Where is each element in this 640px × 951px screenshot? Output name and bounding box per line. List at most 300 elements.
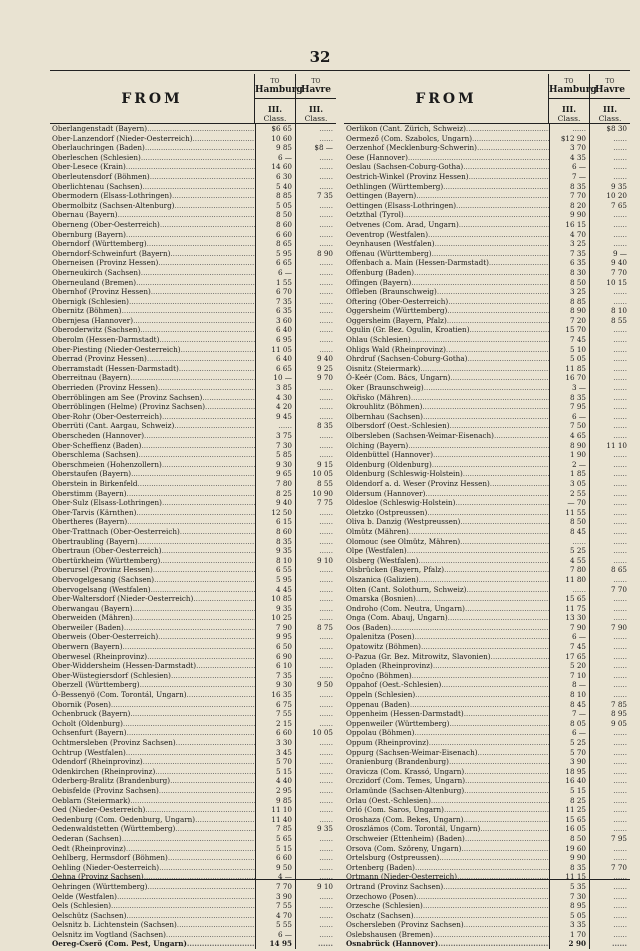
hamburg-fare: 10 — <box>256 373 296 383</box>
table-row <box>50 671 336 681</box>
table-row <box>344 460 630 470</box>
station-name: Oppolau (Böhmen) ..... <box>344 728 550 738</box>
station-name: Oerzenhof (Mecklenburg-Schwerin) ..... <box>344 143 550 153</box>
hamburg-fare: 8 50 <box>550 278 590 288</box>
table-row <box>344 690 630 700</box>
station-name: Obernhof (Provinz Hessen) ..... <box>50 287 256 297</box>
table-row <box>344 124 630 134</box>
havre-fare <box>590 517 630 527</box>
station-name: Oelschütz (Sachsen) ..... <box>50 911 256 921</box>
havre-fare <box>590 680 630 690</box>
hamburg-fare: 12 50 <box>256 508 296 518</box>
station-name: Oldesloe (Schleswig-Holstein) ..... <box>344 498 550 508</box>
hamburg-fare: 11 40 <box>256 815 296 825</box>
hamburg-fare: — 70 <box>550 498 590 508</box>
hamburg-fare: 6 15 <box>256 517 296 527</box>
hamburg-fare: 9 85 <box>256 143 296 153</box>
table-row <box>50 824 336 834</box>
havre-fare <box>590 153 630 163</box>
havre-fare <box>590 508 630 518</box>
havre-fare <box>590 335 630 345</box>
hamburg-fare: 9 45 <box>256 412 296 422</box>
station-name: Obornik (Posen) ..... <box>50 700 256 710</box>
hamburg-fare: 4 30 <box>256 393 296 403</box>
havre-fare <box>296 124 336 134</box>
havre-fare: 7 90 <box>610 622 627 632</box>
station-name: Obertheres (Bayern) ..... <box>50 517 256 527</box>
table-row <box>344 613 630 623</box>
station-name: Oederan (Sachsen) ..... <box>50 834 256 844</box>
hamburg-fare: 1 55 <box>256 278 296 288</box>
havre-fare <box>296 335 336 345</box>
havre-fare: 7 95 <box>610 833 627 843</box>
table-row <box>344 383 630 393</box>
table-row <box>344 527 630 537</box>
table-row <box>344 805 630 815</box>
table-row <box>50 354 336 364</box>
hamburg-fare: 15 65 <box>550 815 590 825</box>
havre-fare <box>296 594 336 604</box>
havre-fare <box>296 508 336 518</box>
havre-fare <box>590 498 630 508</box>
hamburg-fare: 16 70 <box>550 373 590 383</box>
table-row <box>50 316 336 326</box>
table-row <box>50 613 336 623</box>
station-name: Oletzko (Ostpreussen) ..... <box>344 508 550 518</box>
right-column <box>344 74 630 949</box>
havre-fare <box>296 287 336 297</box>
station-name: Oppeln (Schlesien) ..... <box>344 690 550 700</box>
hamburg-fare: 4 40 <box>256 776 296 786</box>
station-name: Oelde (Westfalen) ..... <box>50 892 256 902</box>
hamburg-fare <box>256 421 296 431</box>
table-row <box>50 172 336 182</box>
table-row <box>344 546 630 556</box>
table-row <box>344 863 630 873</box>
table-row <box>344 757 630 767</box>
table-row <box>50 911 336 921</box>
station-name: Oldenbüttel (Hannover) ..... <box>344 450 550 460</box>
station-name: Oetvenes (Com. Arad, Ungarn) ..... <box>344 220 550 230</box>
hamburg-fare: 15 65 <box>550 594 590 604</box>
havre-fare <box>590 757 630 767</box>
bottom-rule <box>50 879 630 880</box>
havre-fare <box>296 853 336 863</box>
table-row <box>50 124 336 134</box>
table-row <box>50 565 336 575</box>
table-row <box>344 508 630 518</box>
hamburg-fare: 4 55 <box>550 556 590 566</box>
havre-fare <box>590 172 630 182</box>
station-name: Oberstein in Birkenfeld ..... <box>50 479 256 489</box>
station-name: Ogulin (Gr. Bez. Ogulin, Kroatien) ..... <box>344 325 550 335</box>
station-name: Ober-Piesting (Nieder-Oesterreich) ..... <box>50 345 256 355</box>
station-name: Oberstaufen (Bayern) ..... <box>50 469 256 479</box>
havre-fare <box>590 402 630 412</box>
havre-fare <box>590 805 630 815</box>
table-row <box>344 191 630 201</box>
hamburg-fare: 16 35 <box>256 690 296 700</box>
havre-fare <box>590 575 630 585</box>
station-name: Ober-Lesece (Krain) ..... <box>50 162 256 172</box>
station-name: Odendorf (Rheinprovinz) ..... <box>50 757 256 767</box>
station-name: Oberneuland (Bremen) ..... <box>50 278 256 288</box>
table-row <box>50 402 336 412</box>
table-row <box>50 776 336 786</box>
hamburg-fare: 8 90 <box>550 306 590 316</box>
station-name: Orschweier (Ettenheim) (Baden) ..... <box>344 834 550 844</box>
hamburg-fare: 6 35 <box>256 306 296 316</box>
hamburg-fare: 15 70 <box>550 325 590 335</box>
left-rows <box>50 124 336 949</box>
table-row <box>50 805 336 815</box>
havre-fare: 9 05 <box>610 718 627 728</box>
havre-fare <box>590 738 630 748</box>
table-row <box>50 757 336 767</box>
hamburg-fare: 8 45 <box>550 700 590 710</box>
table-row <box>344 642 630 652</box>
station-name: Oese (Hannover) ..... <box>344 153 550 163</box>
hamburg-fare: 6 60 <box>256 853 296 863</box>
havre-fare <box>296 911 336 921</box>
havre-fare <box>296 796 336 806</box>
table-row <box>50 230 336 240</box>
station-name: Osnabrück (Hannover) ..... <box>344 939 550 949</box>
table-row <box>50 939 336 949</box>
table-row <box>50 191 336 201</box>
station-name: Ohlau (Schlesien) ..... <box>344 335 550 345</box>
station-name: Oisnitz (Steiermark) ..... <box>344 364 550 374</box>
table-row <box>50 297 336 307</box>
station-name: Oberweiler (Baden) ..... <box>50 623 256 633</box>
havre-fare <box>296 230 336 240</box>
havre-fare: $8 — <box>314 143 333 153</box>
hamburg-fare: 6 70 <box>256 287 296 297</box>
station-name: Oberneukirch (Sachsen) ..... <box>50 268 256 278</box>
table-row <box>344 786 630 796</box>
table-row <box>344 201 630 211</box>
hamburg-fare: 7 50 <box>550 421 590 431</box>
table-row <box>50 373 336 383</box>
hamburg-fare: 5 55 <box>256 920 296 930</box>
havre-fare <box>590 661 630 671</box>
table-row <box>50 796 336 806</box>
havre-fare <box>590 556 630 566</box>
hamburg-fare: 6 55 <box>256 565 296 575</box>
table-row <box>50 844 336 854</box>
station-name: Oberrüti (Cant. Aargau, Schweiz) ..... <box>50 421 256 431</box>
table-row <box>344 719 630 729</box>
havre-fare: 8 95 <box>610 709 627 719</box>
havre-fare <box>590 393 630 403</box>
havre-fare: 7 70 <box>610 584 627 594</box>
station-name: Obervogelsang (Westfalen) ..... <box>50 585 256 595</box>
hamburg-fare: 6 90 <box>256 652 296 662</box>
table-row <box>50 748 336 758</box>
station-name: Oberndorf (Württemberg) ..... <box>50 239 256 249</box>
havre-fare <box>590 143 630 153</box>
havre-fare <box>296 652 336 662</box>
table-row <box>50 709 336 719</box>
station-name: Oberlauchringen (Baden) ..... <box>50 143 256 153</box>
hamburg-fare: 4 35 <box>550 153 590 163</box>
station-name: Orczidorf (Com. Temes, Ungarn) ..... <box>344 776 550 786</box>
hamburg-fare: 5 05 <box>256 201 296 211</box>
table-row <box>344 623 630 633</box>
station-name: Oehna (Provinz Sachsen) ..... <box>50 872 256 882</box>
havre-fare <box>590 364 630 374</box>
station-name: Orló (Com. Saros, Ungarn) ..... <box>344 805 550 815</box>
hamburg-fare: 7 80 <box>256 479 296 489</box>
table-row <box>344 230 630 240</box>
hamburg-fare: 5 40 <box>256 182 296 192</box>
station-name: Oberleutensdorf (Böhmen) ..... <box>50 172 256 182</box>
havre-fare <box>590 786 630 796</box>
havre-fare <box>296 709 336 719</box>
havre-fare <box>590 748 630 758</box>
hamburg-fare: 4 70 <box>550 230 590 240</box>
station-name: Obernburg (Bayern) ..... <box>50 230 256 240</box>
station-name: Oberröblingen (Helme) (Provinz Sachsen) ..... <box>50 402 256 412</box>
havre-fare <box>296 700 336 710</box>
table-row <box>50 335 336 345</box>
havre-fare <box>296 268 336 278</box>
station-name: O-Pazua (Gr. Bez. Mitrowitz, Slavonien) ..... <box>344 652 550 662</box>
station-name: Oberndorf-Schweinfurt (Bayern) ..... <box>50 249 256 259</box>
table-row <box>50 498 336 508</box>
havre-fare <box>590 882 630 892</box>
hamburg-fare: 9 85 <box>256 796 296 806</box>
table-row <box>344 450 630 460</box>
hamburg-fare: 3 70 <box>550 143 590 153</box>
havre-fare <box>590 604 630 614</box>
table-row <box>344 824 630 834</box>
table-row <box>344 556 630 566</box>
table-row <box>344 239 630 249</box>
station-name: Oeblarn (Steiermark) ..... <box>50 796 256 806</box>
station-name: Oettingen (Bayern) ..... <box>344 191 550 201</box>
hamburg-fare: 8 35 <box>550 863 590 873</box>
table-row <box>344 498 630 508</box>
hamburg-fare: 10 25 <box>256 613 296 623</box>
havre-fare <box>296 182 336 192</box>
table-row <box>344 258 630 268</box>
havre-heading: TO Havre III. Class. <box>590 74 630 123</box>
havre-fare <box>590 537 630 547</box>
hamburg-fare: 1 85 <box>550 469 590 479</box>
hamburg-fare: 8 — <box>550 680 590 690</box>
table-row <box>344 469 630 479</box>
havre-fare <box>590 594 630 604</box>
hamburg-fare: 6 10 <box>256 661 296 671</box>
havre-fare <box>296 613 336 623</box>
hamburg-fare: 7 — <box>550 709 590 719</box>
havre-fare <box>590 373 630 383</box>
table-row <box>344 297 630 307</box>
station-name: Orlamünde (Sachsen-Altenburg) ..... <box>344 786 550 796</box>
hamburg-fare: 6 — <box>256 930 296 940</box>
table-row <box>50 537 336 547</box>
havre-fare <box>590 210 630 220</box>
table-row <box>50 700 336 710</box>
havre-fare <box>296 162 336 172</box>
hamburg-fare: 6 95 <box>256 335 296 345</box>
havre-fare: 10 05 <box>312 728 333 738</box>
havre-fare <box>590 287 630 297</box>
havre-fare: 7 85 <box>610 699 627 709</box>
table-row <box>344 565 630 575</box>
station-name: Olpe (Westfalen) ..... <box>344 546 550 556</box>
havre-fare <box>296 306 336 316</box>
station-name: Ober-Trattnach (Ober-Oesterreich) ..... <box>50 527 256 537</box>
hamburg-fare: 5 95 <box>256 249 296 259</box>
station-name: Oppenweiler (Württemberg) ..... <box>344 719 550 729</box>
station-name: Obertraun (Ober-Oesterreich) ..... <box>50 546 256 556</box>
hamburg-fare: 8 95 <box>550 901 590 911</box>
table-row <box>344 709 630 719</box>
table-row <box>50 556 336 566</box>
left-column <box>50 74 336 949</box>
hamburg-fare: 11 55 <box>550 508 590 518</box>
table-row <box>344 278 630 288</box>
hamburg-fare: 6 — <box>256 153 296 163</box>
left-header <box>50 74 336 124</box>
table-row <box>50 834 336 844</box>
station-name: Oebisfelde (Provinz Sachsen) ..... <box>50 786 256 796</box>
station-name: Oberweiden (Mähren) ..... <box>50 613 256 623</box>
hamburg-fare: 6 65 <box>256 258 296 268</box>
station-name: Oermező (Com. Szabolcs, Ungarn) ..... <box>344 134 550 144</box>
station-name: Ober-Widdersheim (Hessen-Darmstadt) ..... <box>50 661 256 671</box>
hamburg-fare: 9 90 <box>550 853 590 863</box>
station-name: Offleben (Braunschweig) ..... <box>344 287 550 297</box>
table-row <box>344 728 630 738</box>
hamburg-fare: 14 95 <box>256 939 296 949</box>
hamburg-fare: 7 35 <box>256 671 296 681</box>
hamburg-fare: 8 45 <box>550 527 590 537</box>
station-name: Obertürkheim (Württemberg) ..... <box>50 556 256 566</box>
station-name: Oppahof (Oest.-Schlesien) ..... <box>344 680 550 690</box>
table-row <box>344 373 630 383</box>
havre-fare <box>590 652 630 662</box>
table-row <box>344 335 630 345</box>
table-row <box>50 901 336 911</box>
havre-fare <box>296 632 336 642</box>
havre-fare <box>590 613 630 623</box>
havre-fare <box>296 642 336 652</box>
hamburg-fare: 7 — <box>550 172 590 182</box>
havre-heading: TO Havre III. Class. <box>296 74 336 123</box>
table-row <box>50 412 336 422</box>
hamburg-fare: 7 30 <box>256 441 296 451</box>
station-name: Oberstimm (Bayern) ..... <box>50 489 256 499</box>
table-row <box>344 776 630 786</box>
havre-fare <box>590 911 630 921</box>
hamburg-fare: 11 10 <box>256 805 296 815</box>
table-row <box>344 632 630 642</box>
station-name: Ober-Rohr (Ober-Oesterreich) ..... <box>50 412 256 422</box>
table-row <box>50 431 336 441</box>
hamburg-fare: 8 60 <box>256 220 296 230</box>
table-row <box>50 661 336 671</box>
hamburg-fare: $12 90 <box>550 134 590 144</box>
station-name: Oberröblingen am See (Provinz Sachsen) ..... <box>50 393 256 403</box>
havre-fare <box>590 939 630 949</box>
hamburg-fare: 6 — <box>550 632 590 642</box>
havre-fare: 8 55 <box>316 478 333 488</box>
hamburg-fare: 5 15 <box>550 786 590 796</box>
hamburg-fare: 7 70 <box>256 882 296 892</box>
station-name: Olmütz (Mähren) ..... <box>344 527 550 537</box>
station-name: Ochenbruck (Bayern) ..... <box>50 709 256 719</box>
hamburg-fare: 6 60 <box>256 728 296 738</box>
station-name: Oos (Baden) ..... <box>344 623 550 633</box>
hamburg-fare: 7 10 <box>550 671 590 681</box>
hamburg-fare <box>550 537 590 547</box>
station-name: Ohligs Wald (Rheinprovinz) ..... <box>344 345 550 355</box>
table-row <box>344 834 630 844</box>
table-row <box>344 815 630 825</box>
station-name: Oberoderwitz (Sachsen) ..... <box>50 325 256 335</box>
havre-fare <box>590 815 630 825</box>
havre-fare <box>296 153 336 163</box>
station-name: Olching (Bayern) ..... <box>344 441 550 451</box>
table-row <box>344 402 630 412</box>
hamburg-fare: 16 05 <box>550 824 590 834</box>
havre-fare <box>296 748 336 758</box>
table-row <box>50 469 336 479</box>
hamburg-heading: TO Hamburg III. Class. <box>255 74 296 123</box>
station-name: Oehringen (Württemberg) ..... <box>50 882 256 892</box>
station-name: Olsberg (Westfalen) ..... <box>344 556 550 566</box>
havre-fare <box>296 575 336 585</box>
station-name: Oberzell (Württemberg) ..... <box>50 680 256 690</box>
hamburg-fare: 7 35 <box>256 297 296 307</box>
havre-fare <box>296 920 336 930</box>
station-name: Oberreitnau (Bayern) ..... <box>50 373 256 383</box>
havre-fare <box>296 258 336 268</box>
table-row <box>50 441 336 451</box>
hamburg-fare: 8 10 <box>550 690 590 700</box>
table-row <box>50 604 336 614</box>
station-name: Oedenburg (Com. Oedenburg, Ungarn) ..... <box>50 815 256 825</box>
hamburg-fare: 7 80 <box>550 565 590 575</box>
station-name: Ó-Bessenyö (Com. Torontál, Ungarn) ..... <box>50 690 256 700</box>
hamburg-fare: 18 95 <box>550 767 590 777</box>
table-row <box>344 901 630 911</box>
havre-fare <box>590 796 630 806</box>
hamburg-fare: 9 35 <box>256 546 296 556</box>
table-row <box>344 700 630 710</box>
havre-fare <box>590 489 630 499</box>
hamburg-fare: 3 90 <box>550 757 590 767</box>
table-row <box>344 479 630 489</box>
station-name: Ocholt (Oldenburg) ..... <box>50 719 256 729</box>
station-name: Oppurg (Sachsen-Weimar-Eisenach) ..... <box>344 748 550 758</box>
hamburg-fare: 2 90 <box>550 939 590 949</box>
station-name: Oberrieden (Provinz Hessen) ..... <box>50 383 256 393</box>
hamburg-fare: 7 90 <box>550 623 590 633</box>
hamburg-fare: 8 10 <box>256 556 296 566</box>
table-row <box>344 872 630 882</box>
table-row <box>50 258 336 268</box>
hamburg-heading: TO Hamburg III. Class. <box>549 74 590 123</box>
station-name: Olbernhau (Sachsen) ..... <box>344 412 550 422</box>
hamburg-fare: 17 65 <box>550 652 590 662</box>
station-name: Oeslau (Sachsen-Coburg-Gotha) ..... <box>344 162 550 172</box>
hamburg-fare: 11 75 <box>550 604 590 614</box>
table-row <box>50 239 336 249</box>
